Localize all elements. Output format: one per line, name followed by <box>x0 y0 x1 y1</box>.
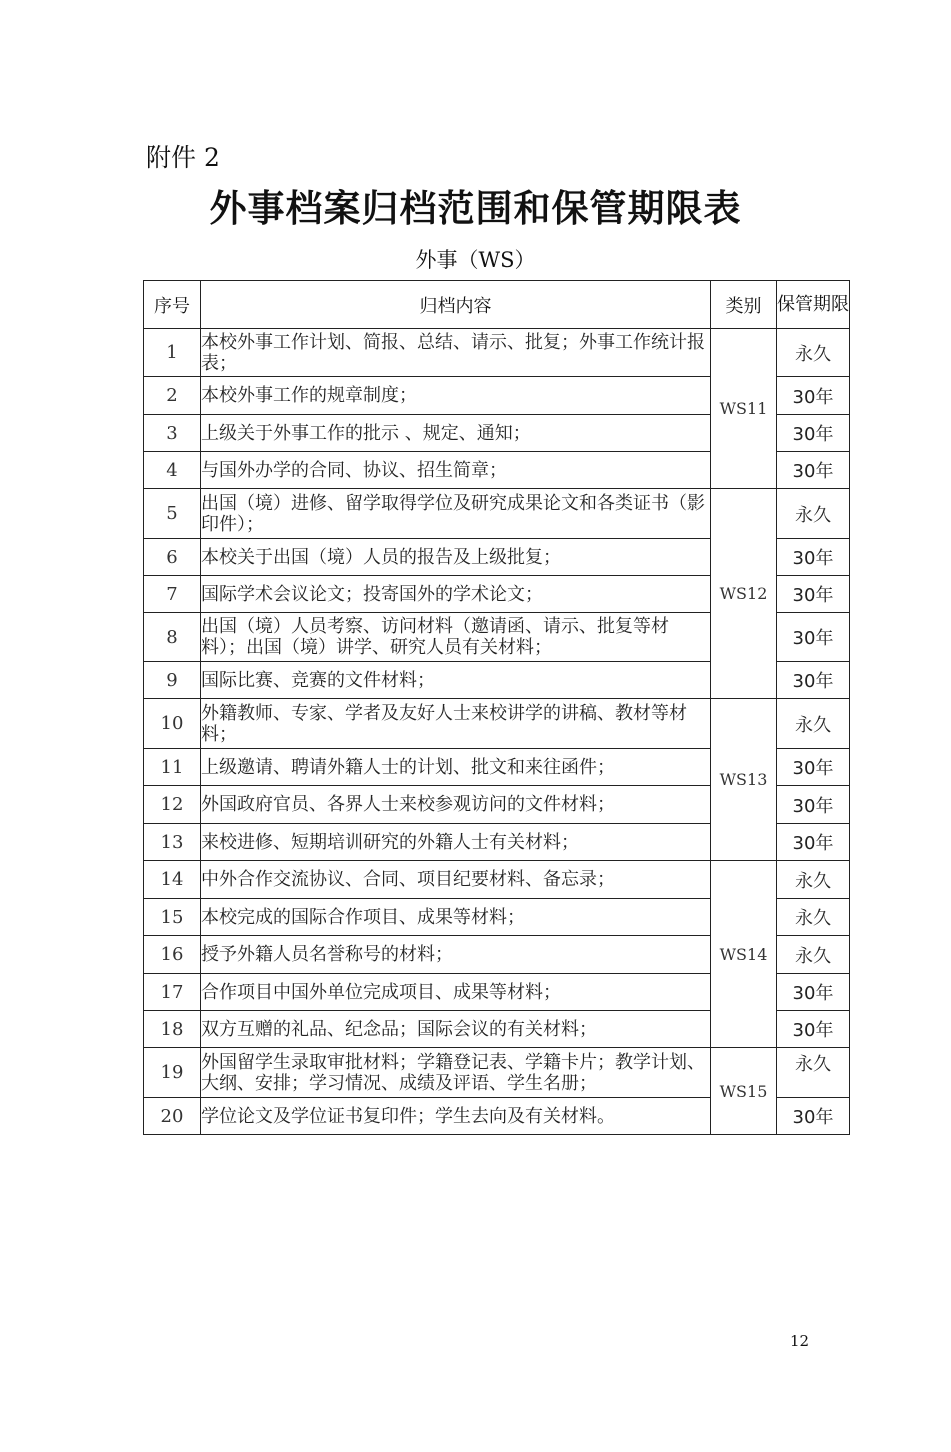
row-content: 合作项目中国外单位完成项目、成果等材料； <box>201 974 711 1011</box>
row-period: 30年 <box>777 974 850 1011</box>
row-period: 30年 <box>777 539 850 576</box>
attachment-label: 附件 2 <box>146 143 220 172</box>
row-content: 本校关于出国（境）人员的报告及上级批复； <box>201 539 711 576</box>
row-index: 15 <box>144 899 201 936</box>
table-row <box>144 489 850 539</box>
row-index: 14 <box>144 861 201 899</box>
row-period: 永久 <box>777 329 850 377</box>
row-content: 外籍教师、专家、学者及友好人士来校讲学的讲稿、教材等材料； <box>201 699 711 749</box>
row-period: 永久 <box>777 861 850 899</box>
header-period: 保管期限 <box>777 281 850 329</box>
row-period: 永久 <box>777 489 850 539</box>
row-index: 16 <box>144 936 201 974</box>
row-index: 13 <box>144 824 201 861</box>
table-row <box>144 861 850 899</box>
row-index: 19 <box>144 1048 201 1098</box>
category-cell: WS12 <box>711 489 777 699</box>
row-content: 上级关于外事工作的批示 、规定、通知； <box>201 415 711 452</box>
row-content: 国际学术会议论文；投寄国外的学术论文； <box>201 576 711 613</box>
row-content: 学位论文及学位证书复印件；学生去向及有关材料。 <box>201 1098 711 1135</box>
row-period: 30年 <box>777 576 850 613</box>
table-subtitle: 外事（WS） <box>415 248 536 272</box>
page-number: 12 <box>790 1332 810 1350</box>
row-index: 1 <box>144 329 201 377</box>
row-period: 永久 <box>777 699 850 749</box>
table-row <box>144 699 850 749</box>
row-period: 永久 <box>777 936 850 974</box>
category-cell: WS11 <box>711 329 777 489</box>
row-content: 双方互赠的礼品、纪念品；国际会议的有关材料； <box>201 1011 711 1048</box>
row-content: 授予外籍人员名誉称号的材料； <box>201 936 711 974</box>
row-content: 本校外事工作的规章制度； <box>201 377 711 415</box>
category-cell: WS13 <box>711 699 777 861</box>
row-content: 外国留学生录取审批材料；学籍登记表、学籍卡片；教学计划、大纲、安排；学习情况、成绩及评语、学生名册； <box>201 1048 711 1098</box>
row-index: 4 <box>144 452 201 489</box>
row-period: 30年 <box>777 786 850 824</box>
row-content: 国际比赛、竞赛的文件材料； <box>201 662 711 699</box>
row-index: 10 <box>144 699 201 749</box>
row-index: 8 <box>144 613 201 662</box>
category-cell: WS15 <box>711 1048 777 1135</box>
row-period: 30年 <box>777 452 850 489</box>
table-row <box>144 329 850 377</box>
row-index: 7 <box>144 576 201 613</box>
header-index: 序号 <box>144 281 201 329</box>
row-index: 18 <box>144 1011 201 1048</box>
header-category: 类别 <box>711 281 777 329</box>
row-content: 来校进修、短期培训研究的外籍人士有关材料； <box>201 824 711 861</box>
row-content: 外国政府官员、各界人士来校参观访问的文件材料； <box>201 786 711 824</box>
row-content: 本校完成的国际合作项目、成果等材料； <box>201 899 711 936</box>
row-index: 11 <box>144 749 201 786</box>
category-cell: WS14 <box>711 861 777 1048</box>
row-content: 本校外事工作计划、简报、总结、请示、批复；外事工作统计报表； <box>201 329 711 377</box>
row-period: 30年 <box>777 377 850 415</box>
row-index: 20 <box>144 1098 201 1135</box>
row-period: 30年 <box>777 1098 850 1135</box>
row-index: 2 <box>144 377 201 415</box>
row-period: 30年 <box>777 824 850 861</box>
row-index: 5 <box>144 489 201 539</box>
page-title: 外事档案归档范围和保管期限表 <box>209 187 742 230</box>
row-period: 30年 <box>777 415 850 452</box>
row-period: 30年 <box>777 613 850 662</box>
row-index: 17 <box>144 974 201 1011</box>
row-period: 30年 <box>777 662 850 699</box>
row-content: 出国（境）进修、留学取得学位及研究成果论文和各类证书（影印件）； <box>201 489 711 539</box>
table-row <box>144 1048 850 1098</box>
row-period: 永久 <box>777 1048 850 1098</box>
row-content: 中外合作交流协议、合同、项目纪要材料、备忘录； <box>201 861 711 899</box>
row-period: 30年 <box>777 1011 850 1048</box>
row-content: 上级邀请、聘请外籍人士的计划、批文和来往函件； <box>201 749 711 786</box>
table-header-row <box>144 281 850 329</box>
archive-table <box>143 280 850 1135</box>
row-index: 6 <box>144 539 201 576</box>
row-index: 12 <box>144 786 201 824</box>
row-index: 9 <box>144 662 201 699</box>
row-content: 出国（境）人员考察、访问材料（邀请函、请示、批复等材料）；出国（境）讲学、研究人员有关材料； <box>201 613 711 662</box>
row-period: 永久 <box>777 899 850 936</box>
row-index: 3 <box>144 415 201 452</box>
row-content: 与国外办学的合同、协议、招生简章； <box>201 452 711 489</box>
header-content: 归档内容 <box>201 281 711 329</box>
row-period: 30年 <box>777 749 850 786</box>
